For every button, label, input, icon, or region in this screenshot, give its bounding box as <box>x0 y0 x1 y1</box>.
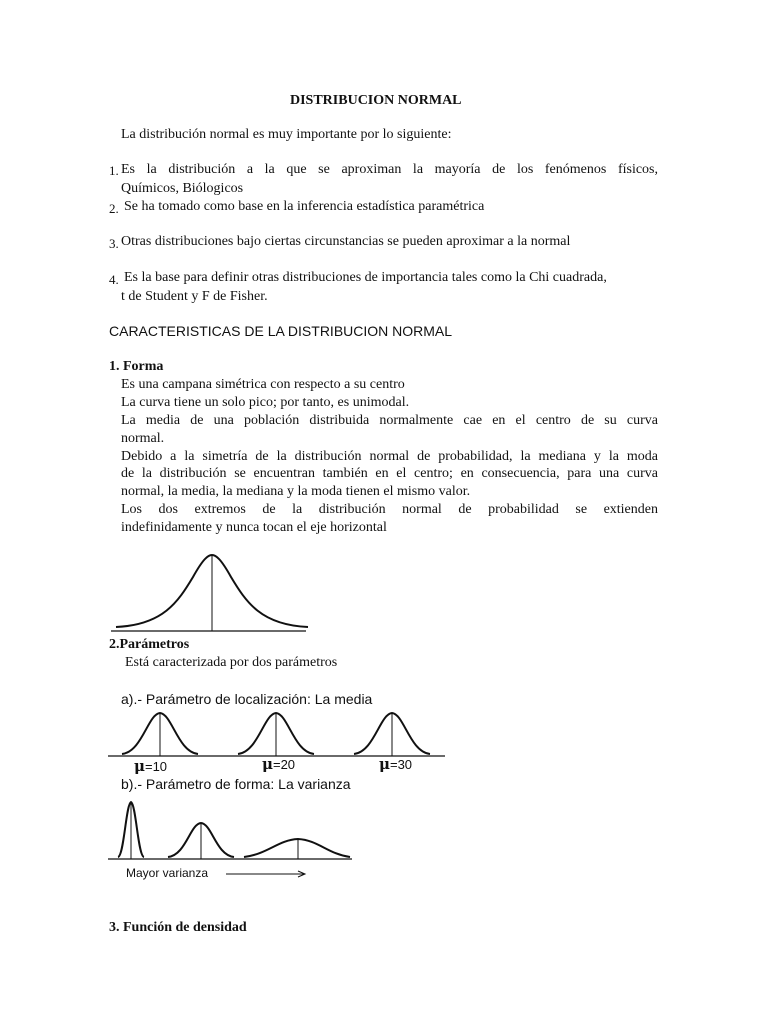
forma-heading: 1. Forma <box>109 359 164 374</box>
list-number-2: 2. <box>109 201 119 216</box>
mu-symbol: μ <box>134 757 145 775</box>
mu-label-10 <box>134 757 167 775</box>
bell-curve-figure <box>108 547 312 635</box>
forma-line-5: Debido a la simetría de la distribución normal de probabilidad, la mediana y la moda <box>121 449 658 464</box>
list-number-1: 1. <box>109 163 119 178</box>
forma-line-3: La media de una población distribuida normalmente cae en el centro de su curva <box>121 413 658 428</box>
page-title: DISTRIBUCION NORMAL <box>290 93 462 108</box>
forma-line-2: La curva tiene un solo pico; por tanto, es unimodal. <box>121 395 410 410</box>
variance-curve-narrow <box>118 802 144 859</box>
list-item-1-line2: Químicos, Biólogicos <box>121 181 244 196</box>
densidad-heading: 3. Función de densidad <box>109 920 247 935</box>
parametro-forma: b).- Parámetro de forma: La varianza <box>121 776 351 792</box>
list-number-3: 3. <box>109 236 119 251</box>
mu-symbol: μ <box>262 755 273 773</box>
parametros-desc: Está caracterizada por dos parámetros <box>125 655 338 670</box>
mu-value: =30 <box>389 757 413 772</box>
mu-label-20 <box>262 755 295 773</box>
mayor-varianza-label: Mayor varianza <box>126 866 209 880</box>
mu-label-30 <box>379 755 412 773</box>
list-item-2: Se ha tomado como base en la inferencia estadística paramétrica <box>124 199 485 214</box>
list-item-4-line1: Es la base para definir otras distribuciones de importancia tales como la Chi cuadrada, <box>124 270 607 285</box>
forma-line-9: indefinidamente y nunca tocan el eje horizontal <box>121 520 387 535</box>
forma-line-7: normal, la media, la mediana y la moda tienen el mismo valor. <box>121 484 471 499</box>
location-curve-3 <box>354 713 430 756</box>
mu-value: =20 <box>272 757 296 772</box>
forma-line-8: Los dos extremos de la distribución normal de probabilidad se extienden <box>121 502 658 517</box>
variance-curve-medium <box>168 823 234 859</box>
list-item-1-line1: Es la distribución a la que se aproximan la mayoría de los fenómenos físicos, <box>121 162 658 177</box>
characteristics-heading: CARACTERISTICAS DE LA DISTRIBUCION NORMAL <box>109 323 453 339</box>
list-item-4-line2: t de Student y F de Fisher. <box>121 289 268 304</box>
intro-text: La distribución normal es muy importante por lo siguiente: <box>121 127 452 142</box>
list-item-3: Otras distribuciones bajo ciertas circunstancias se pueden aproximar a la normal <box>121 234 571 249</box>
forma-line-4: normal. <box>121 431 165 446</box>
variance-curve-wide <box>244 839 350 859</box>
location-curve-1 <box>122 713 198 756</box>
parametro-localizacion: a).- Parámetro de localización: La media <box>121 691 373 707</box>
mu-value: =10 <box>144 759 168 774</box>
forma-line-6: de la distribución se encuentran también en el centro; en consecuencia, para una curva <box>121 466 658 481</box>
list-number-4: 4. <box>109 272 119 287</box>
mu-symbol: μ <box>379 755 390 773</box>
forma-line-1: Es una campana simétrica con respecto a su centro <box>121 377 405 392</box>
location-curve-2 <box>238 713 314 756</box>
parametros-heading: 2.Parámetros <box>109 637 190 652</box>
